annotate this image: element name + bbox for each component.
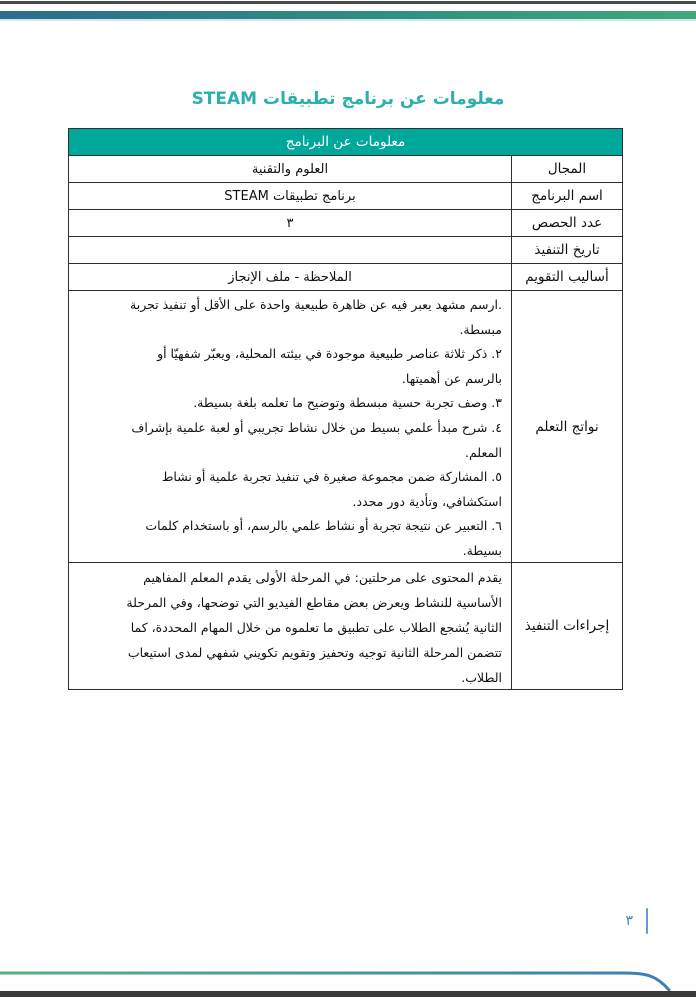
row-label: نواتج التعلم (511, 291, 622, 562)
text-line: الطلاب. (461, 670, 502, 685)
text-line: ٢. ذكر ثلاثة عناصر طبيعية موجودة في بيئته المحلية، ويعبّر شفهيّا أو (157, 346, 502, 362)
table-row-execution-date (69, 237, 622, 264)
learning-outcomes-text (69, 291, 511, 562)
row-label: تاريخ التنفيذ (511, 237, 622, 263)
table-row-field (69, 156, 622, 183)
top-gradient-bar-highlight (0, 19, 696, 21)
text-line: المعلم. (465, 444, 502, 460)
row-value: العلوم والتقنية (251, 161, 329, 177)
text-line: الثانية يُشجع الطلاب على تطبيق ما تعلموه من خلال المهام المحددة، كما (130, 620, 502, 635)
row-value: ٣ (286, 215, 294, 231)
row-value (69, 237, 511, 263)
page-number: ٣ (625, 913, 633, 929)
row-value: برنامج تطبيقات STEAM (224, 188, 356, 204)
top-accent-line (0, 1, 696, 4)
table-row-session-count (69, 210, 622, 237)
page-title: معلومات عن برنامج تطبيقات STEAM (191, 89, 505, 109)
implementation-procedures-text (69, 563, 511, 689)
program-info-table (68, 128, 623, 690)
table-header: معلومات عن البرنامج (69, 129, 622, 156)
text-line: الأساسية للنشاط ويعرض بعض مقاطع الفيديو التي توضحها، وفي المرحلة (126, 595, 502, 610)
row-label: إجراءات التنفيذ (511, 563, 622, 689)
bottom-accent-bar (0, 991, 696, 997)
text-line: يقدم المحتوى على مرحلتين: في المرحلة الأولى يقدم المعلم المفاهيم (143, 570, 502, 585)
text-line: ٣. وصف تجربة حسية مبسطة وتوضيح ما تعلمه بلغة بسيطة. (193, 395, 502, 411)
page-number-divider (646, 908, 648, 934)
text-line: ٦. التعبير عن نتيجة تجربة أو نشاط علمي بالرسم، أو باستخدام كلمات (145, 518, 502, 534)
row-label: المجال (511, 156, 622, 182)
text-line: ٤. شرح مبدأ علمي بسيط من خلال نشاط تجريبي أو لعبة علمية بإشراف (131, 419, 502, 435)
text-line: استكشافي، وتأدية دور محدد. (352, 493, 502, 509)
table-row-learning-outcomes (69, 291, 622, 563)
row-label: اسم البرنامج (511, 183, 622, 209)
text-line: بسيطة. (462, 542, 502, 558)
row-label: أساليب التقويم (511, 264, 622, 290)
text-line: تتضمن المرحلة الثانية توجيه وتحفيز وتقويم تكويني شفهي لمدى استيعاب (127, 645, 502, 660)
table-row-program-name (69, 183, 622, 210)
row-label: عدد الحصص (511, 210, 622, 236)
text-line: ٥. المشاركة ضمن مجموعة صغيرة في تنفيذ تجربة علمية أو نشاط (161, 469, 502, 485)
table-row-assessment-methods (69, 264, 622, 291)
top-gradient-bar (0, 11, 696, 19)
text-line: مبسطة. (459, 321, 502, 337)
text-line: بالرسم عن أهميتها. (401, 370, 502, 386)
row-value: الملاحظة - ملف الإنجاز (228, 269, 352, 285)
table-row-implementation-procedures (69, 563, 622, 689)
page-footer (625, 908, 648, 934)
text-line: .ارسم مشهد يعبر فيه عن ظاهرة طبيعية واحدة على الأقل أو تنفيذ تجربة (130, 297, 502, 312)
